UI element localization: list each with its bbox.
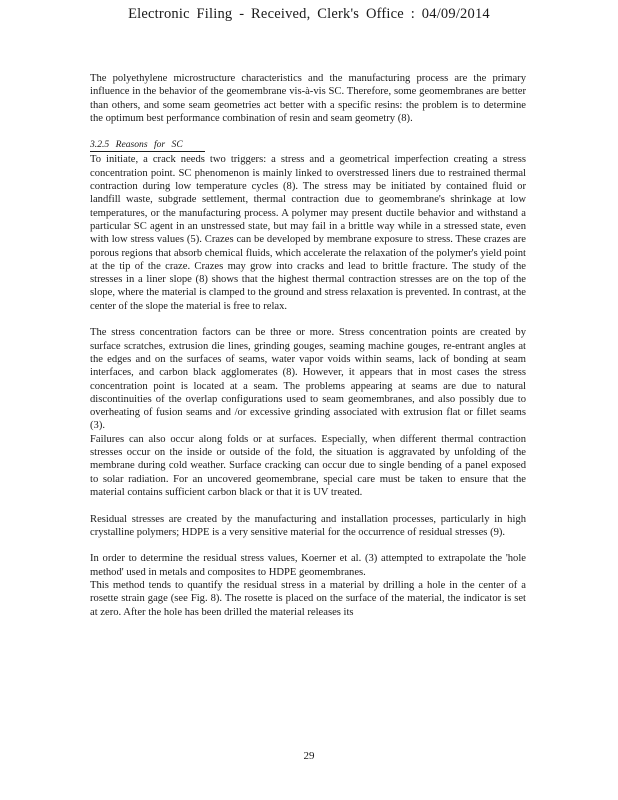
paragraph-gap <box>90 125 526 138</box>
document-body <box>90 72 526 619</box>
paragraph-rosette-gage: This method tends to quantify the residual stress in a material by drilling a hole in the center of a rosette strain gage (see Fig. 8). The rosette is placed on the surface of the material, the indicator is set at zero. After the hole has been drilled the material releases its <box>90 579 526 618</box>
paragraph-hole-method: In order to determine the residual stress values, Koerner et al. (3) attempted to extrapolate the 'hole method' used in metals and composites to HDPE geomembranes. <box>90 553 526 578</box>
paragraph-folds-surfaces: Failures can also occur along folds or at surfaces. Especially, when different thermal contraction stresses occur on the inside or outside of the fold, the situation is aggravated by unfolding of the membrane during cold weather. Surface cracking can occur due to single bending of a panel exposed to solar radiation. For an uncovered geomembrane, special care must be taken to ensure that the material contains sufficient carbon black or that it is UV treated. <box>90 433 526 498</box>
paragraph-gap <box>90 499 526 512</box>
paragraph-residual-stresses: Residual stresses are created by the manufacturing and installation processes, particularly in high crystalline polymers; HDPE is a very sensitive material for the occurrence of residual stresses (9). <box>90 513 526 538</box>
page-number: 29 <box>303 750 315 762</box>
paragraph-crack-triggers: To initiate, a crack needs two triggers: a stress and a geometrical imperfection creating a stress concentration point. SC phenomenon is mainly linked to overstressed liners due to restrained thermal contraction during low temperature cycles (8). The stress may be initiated by contained fluid or landfill waste, subgrade settlement, thermal contraction due to geomembrane's shrinkage at low temperatures, or the manufacturing process. A polymer may present ductile behavior and withstand a particular SC agent in an unstressed state, but may fail in a brittle way while in a stressed state, even with low stress values (5). Crazes can be developed by membrane exposure to stress. These crazes are porous regions that absorb chemical fluids, which accelerate the relaxation of the polymer's yield point at the tip of the craze. Crazes may grow into cracks and lead to brittle fracture. The study of the stresses in a liner slope (8) shows that the highest thermal contraction stresses are on the top of the slope, where the material is clamped to the ground and stress relaxation is prevented. In contrast, at the center of the slope the material is free to relax. <box>90 154 526 312</box>
paragraph-gap <box>90 313 526 326</box>
paragraph-microstructure: The polyethylene microstructure characteristics and the manufacturing process are the primary influence in the behavior of the geomembrane vis-à-vis SC. Therefore, some geomembranes are better than others, and some seam geometries act better with a specific resins: the problem is to determine the optimum best performance combination of resin and seam geometry (8). <box>90 73 526 124</box>
paragraph-gap <box>90 539 526 552</box>
filing-stamp-header: Electronic Filing - Received, Clerk's Office : 04/09/2014 <box>128 6 490 22</box>
section-heading: 3.2.5 Reasons for SC <box>90 139 205 152</box>
paragraph-stress-concentration: The stress concentration factors can be three or more. Stress concentration points are created by surface scratches, extrusion die lines, grinding gouges, seaming machine gouges, re-entrant angles at the edges and on the surfaces of seams, water vapor voids within seams, lack of bonding at seam interfaces, and carbon black agglomerates (8). However, it appears that in most cases the stress concentration point is located at a seam. The problems appearing at seams are due to natural discontinuities of the overlap configurations used to seam geomembranes, and also possibly due to overheating of fusion seams and /or excessive grinding associated with extrusion flat or fillet seams (3). <box>90 327 526 432</box>
